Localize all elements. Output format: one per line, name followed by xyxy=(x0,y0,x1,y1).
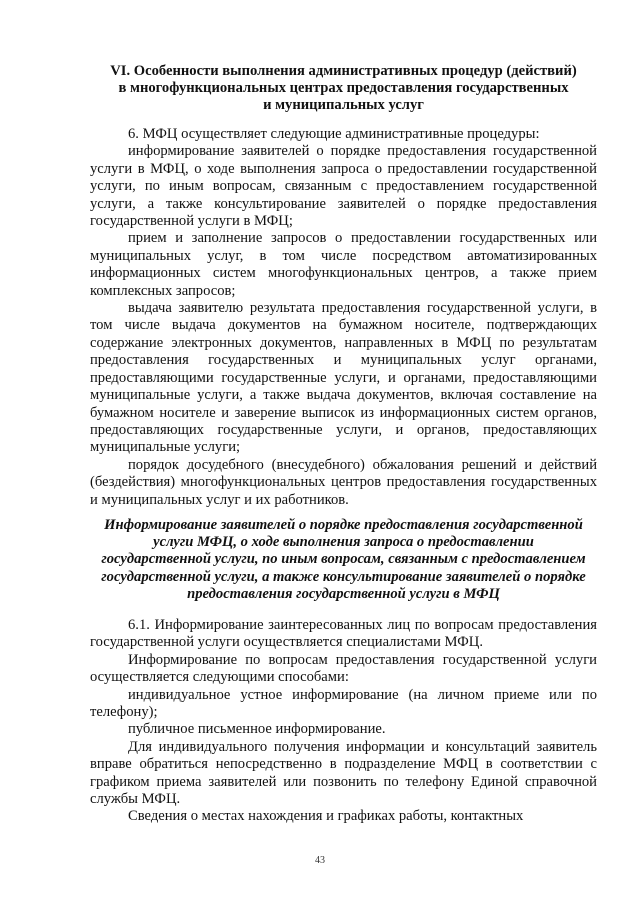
subsection-heading xyxy=(90,517,597,603)
paragraph: публичное письменное информирование. xyxy=(128,721,386,738)
paragraph: выдача заявителю результата предоставления государственной услуги, в том числе выдача документов на бумажном носителе, подтверждающих содержание электронных документов, направленных в МФЦ по результатам предоставления государственных и муниципальных услуг органами, предоставляющими государственные услуги, и органами, предоставляющими муниципальные услуги, а также выдача документов, включая составление на бумажном носителе и заверение выписок из информационных систем органов, предоставляющих государственные услуги, и органов, предоставляющих муниципальные услуги; xyxy=(90,300,597,456)
paragraph: Для индивидуального получения информации и консультаций заявитель вправе обратиться непосредственно в подразделение МФЦ в соответствии с графиком приема заявителей или позвонить по телефону Единой справочной службы МФЦ. xyxy=(90,738,597,808)
section-heading-line: в многофункциональных центрах предоставления государственных xyxy=(118,80,569,96)
paragraph: 6.1. Информирование заинтересованных лиц по вопросам предоставления государственной услуги осуществляется специалистами МФЦ. xyxy=(90,616,597,651)
subsection-heading-line: предоставления государственной услуги в МФЦ xyxy=(187,585,500,602)
paragraph: прием и заполнение запросов о предоставлении государственных или муниципальных услуг, в том числе посредством автоматизированных информационных систем многофункциональных центров, а также прием комплексных запросов; xyxy=(90,230,597,299)
paragraph: информирование заявителей о порядке предоставления государственной услуги в МФЦ, о ходе выполнения запроса о предоставлении государственной услуги, по иным вопросам, связанным с предоставлением государственной услуги, а также консультирование заявителей о порядке предоставления государственной услуги в МФЦ; xyxy=(90,143,597,230)
paragraph: Информирование по вопросам предоставления государственной услуги осуществляется следующими способами: xyxy=(90,651,597,686)
paragraph: порядок досудебного (внесудебного) обжалования решений и действий (бездействия) многофункциональных центров предоставления государственных и муниципальных услуг и их работников. xyxy=(90,456,597,508)
page-content xyxy=(90,63,597,826)
paragraph: Сведения о местах нахождения и графиках работы, контактных xyxy=(128,808,524,825)
section-heading xyxy=(90,63,597,114)
subsection-heading-line: Информирование заявителей о порядке предоставления государственной xyxy=(104,516,583,533)
subsection-heading-line: услуги МФЦ, о ходе выполнения запроса о предоставлении xyxy=(153,534,534,551)
subsection-heading-line: государственной услуги, по иным вопросам, связанным с предоставлением xyxy=(101,551,586,568)
section-heading-line: и муниципальных услуг xyxy=(263,97,424,113)
paragraph: 6. МФЦ осуществляет следующие административные процедуры: xyxy=(128,126,540,142)
subsection-heading-line: государственной услуги, а также консультирование заявителей о порядке xyxy=(101,568,586,585)
section-heading-line: VI. Особенности выполнения административных процедур (действий) xyxy=(110,63,577,79)
page-number: 43 xyxy=(315,855,325,866)
paragraph: индивидуальное устное информирование (на личном приеме или по телефону); xyxy=(90,686,597,720)
